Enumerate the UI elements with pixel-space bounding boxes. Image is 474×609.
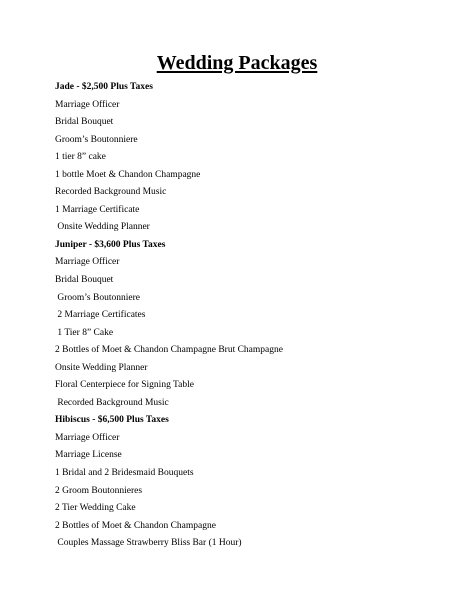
package-item: 1 bottle Moet & Chandon Champagne (55, 169, 201, 180)
package-item: Groom’s Boutonniere (55, 134, 138, 145)
package-item: 1 Marriage Certificate (55, 204, 140, 215)
package-item: Marriage Officer (55, 257, 120, 268)
package-item: Marriage Officer (55, 432, 120, 443)
package-item: Groom’s Boutonniere (55, 292, 140, 303)
page-title: Wedding Packages (156, 52, 318, 74)
package-item: Marriage License (55, 450, 122, 461)
package-item: Recorded Background Music (55, 397, 169, 408)
package-heading: Hibiscus - $6,500 Plus Taxes (55, 415, 169, 426)
package-item: 1 tier 8” cake (55, 152, 106, 163)
package-item: Bridal Bouquet (55, 117, 114, 128)
package-section (55, 412, 455, 552)
package-section (55, 79, 455, 237)
package-item: Onsite Wedding Planner (55, 362, 148, 373)
package-item: 2 Bottles of Moet & Chandon Champagne Brut Champagne (55, 345, 283, 356)
package-item: Couples Massage Strawberry Bliss Bar (1 Hour) (55, 538, 242, 549)
package-heading: Juniper - $3,600 Plus Taxes (55, 239, 166, 250)
package-item: Recorded Background Music (55, 187, 167, 198)
package-section (55, 237, 455, 412)
package-item: Floral Centerpiece for Signing Table (55, 380, 194, 391)
package-heading: Jade - $2,500 Plus Taxes (55, 82, 153, 92)
package-item: 2 Bottles of Moet & Chandon Champagne (55, 520, 216, 531)
package-item: 2 Tier Wedding Cake (55, 503, 136, 514)
package-item: 1 Tier 8” Cake (55, 327, 114, 338)
package-item: Onsite Wedding Planner (55, 222, 150, 233)
package-item: Marriage Officer (55, 99, 120, 110)
package-item: Bridal Bouquet (55, 275, 114, 286)
package-item: 2 Marriage Certificates (55, 310, 146, 321)
package-item: 2 Groom Boutonnieres (55, 485, 143, 496)
package-list (55, 79, 455, 553)
package-item: 1 Bridal and 2 Bridesmaid Bouquets (55, 468, 194, 479)
